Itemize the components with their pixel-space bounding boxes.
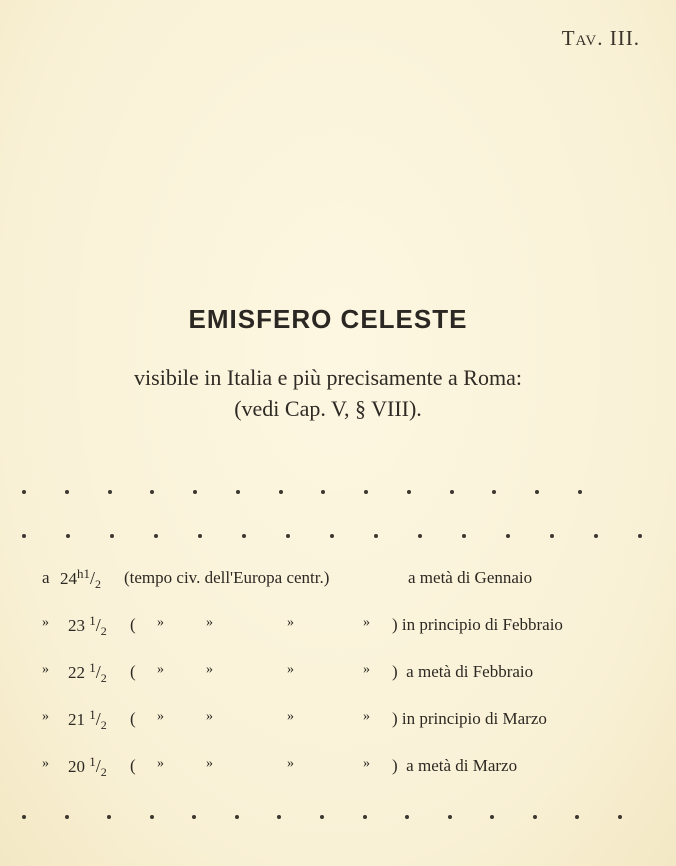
ditto-mark: »	[287, 662, 294, 677]
subtitle-line-1: visibile in Italia e più precisamente a Roma:	[134, 365, 522, 390]
ditto-mark: »	[287, 709, 294, 724]
row-description: ) a metà di Febbraio	[392, 662, 534, 681]
row-description: ) a metà di Marzo	[392, 756, 518, 775]
subtitle	[0, 362, 656, 424]
row-lead: »	[42, 756, 49, 771]
row-lead: a	[42, 568, 50, 587]
list-item	[42, 566, 642, 613]
schedule-list	[42, 566, 642, 801]
row-time: 23 $^1/_2$	[68, 613, 107, 638]
row-time: 22 $^1/_2$	[68, 660, 107, 685]
dotted-leader-2	[22, 531, 642, 541]
ditto-mark: »	[157, 709, 164, 724]
ditto-mark: »	[157, 662, 164, 677]
ditto-mark: »	[287, 756, 294, 771]
dotted-leader-1	[22, 487, 582, 497]
ditto-mark: »	[157, 615, 164, 630]
row-description: ) in principio di Febbraio	[392, 615, 563, 634]
row-time: 20 $^1/_2$	[68, 754, 107, 779]
row-time: 21 $^1/_2$	[68, 707, 107, 732]
list-item	[42, 707, 642, 754]
row-lead: »	[42, 615, 49, 630]
row-open-paren: (	[130, 662, 136, 681]
row-open-paren: (	[130, 756, 136, 775]
ditto-mark: »	[363, 709, 370, 724]
ditto-mark: »	[287, 615, 294, 630]
page-title: EMISFERO CELESTE	[188, 304, 468, 334]
row-lead: »	[42, 662, 49, 677]
row-note: (tempo civ. dell'Europa centr.)	[124, 568, 330, 587]
ditto-mark: »	[363, 662, 370, 677]
ditto-mark: »	[206, 662, 213, 677]
ditto-mark: »	[206, 615, 213, 630]
dotted-leader-3	[22, 812, 622, 822]
ditto-mark: »	[206, 756, 213, 771]
ditto-mark: »	[363, 615, 370, 630]
row-lead: »	[42, 709, 49, 724]
row-open-paren: (	[130, 615, 136, 634]
ditto-mark: »	[206, 709, 213, 724]
subtitle-line-2: (vedi Cap. V, § VIII).	[234, 396, 422, 421]
row-open-paren: (	[130, 709, 136, 728]
ditto-mark: »	[363, 756, 370, 771]
row-description: a metà di Gennaio	[408, 568, 533, 587]
list-item	[42, 660, 642, 707]
list-item	[42, 613, 642, 660]
ditto-mark: »	[157, 756, 164, 771]
row-description: ) in principio di Marzo	[392, 709, 547, 728]
list-item	[42, 754, 642, 801]
plate-label: Tav. III.	[561, 26, 640, 50]
row-time: $24^{h1}/_2$	[60, 566, 102, 591]
